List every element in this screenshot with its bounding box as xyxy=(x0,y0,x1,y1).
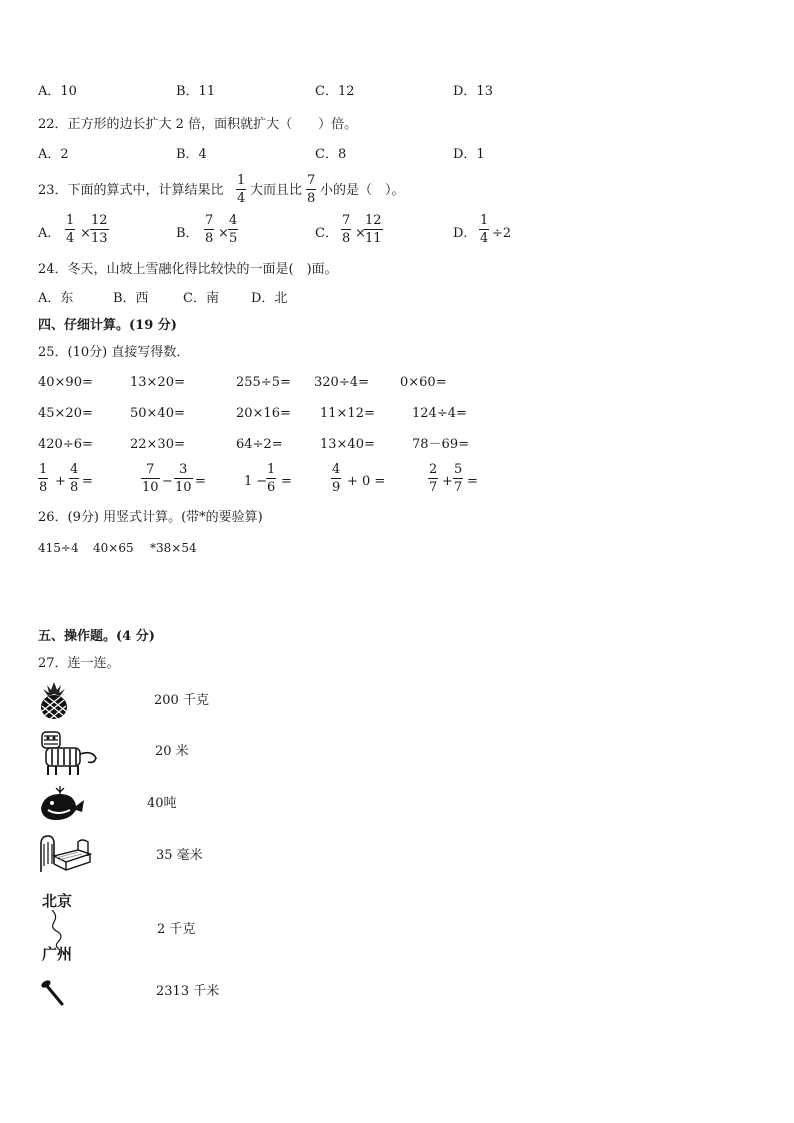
q27-answer-2: 20 米 xyxy=(155,744,189,759)
q23-option-b-fraction-1: 7 8 xyxy=(205,213,214,246)
q25-title: 25．(10分) 直接写得数． xyxy=(38,345,190,360)
q24-option-b: B．西 xyxy=(113,291,149,306)
nail-icon xyxy=(40,978,66,1006)
q22-option-d: D．1 xyxy=(453,147,485,162)
q23-option-c-fraction-1: 7 8 xyxy=(342,213,351,246)
q22-question: 22．正方形的边长扩大 2 倍，面积就扩大（ ）倍。 xyxy=(38,117,358,132)
q23-option-d-label: D． xyxy=(453,226,477,241)
q25-r2-c4: 11×12= xyxy=(320,406,375,421)
q25-r3-c3: 64÷2= xyxy=(236,437,283,452)
q25-r2-c3: 20×16= xyxy=(236,406,291,421)
q26-title: 26．(9分) 用竖式计算。(带*的要验算) xyxy=(38,510,263,525)
map-label-guangzhou: 广州 xyxy=(42,945,73,963)
q25-f5-frac-b: 5 7 xyxy=(454,462,463,495)
q23-option-c-operator: × xyxy=(355,226,366,241)
q25-r2-c2: 50×40= xyxy=(130,406,185,421)
q25-r1-c3: 255÷5= xyxy=(236,375,291,390)
tiger-icon xyxy=(38,728,100,778)
section-5-heading: 五、操作题。(4 分) xyxy=(38,629,155,644)
q25-f2-frac-a: 7 10 xyxy=(142,462,159,495)
q26-item-1: 415÷4 xyxy=(38,541,79,555)
q23-option-c-fraction-2: 12 11 xyxy=(365,213,382,246)
q25-f5-eq: = xyxy=(467,474,478,489)
q25-f5-op: + xyxy=(442,474,453,489)
q24-option-d: D．北 xyxy=(251,291,288,306)
q21-option-b: B．11 xyxy=(176,84,216,99)
map-label-beijing: 北京 xyxy=(42,892,73,910)
pineapple-icon xyxy=(36,680,72,720)
q23-suffix: 小的是（ ）。 xyxy=(320,183,405,198)
q27-answer-3: 40吨 xyxy=(147,796,177,811)
bed-icon xyxy=(38,830,92,874)
q25-f2-frac-b: 3 10 xyxy=(175,462,192,495)
section-4-heading: 四、仔细计算。(19 分) xyxy=(38,318,177,333)
q25-f1-frac-b: 4 8 xyxy=(70,462,79,495)
q24-question: 24．冬天，山坡上雪融化得比较快的一面是( )面。 xyxy=(38,262,338,277)
q21-option-a: A．10 xyxy=(38,84,77,99)
q27-answer-4: 35 毫米 xyxy=(156,848,203,863)
q25-r1-c4: 320÷4= xyxy=(314,375,369,390)
q25-f1-frac-a: 1 8 xyxy=(39,462,48,495)
q25-f5-frac-a: 2 7 xyxy=(429,462,438,495)
q27-title: 27．连一连。 xyxy=(38,656,120,671)
q25-r2-c1: 45×20= xyxy=(38,406,93,421)
q25-f1-op: + xyxy=(55,474,66,489)
q27-answer-1: 200 千克 xyxy=(154,693,209,708)
q25-f4-op: + 0 = xyxy=(347,474,386,489)
whale-icon xyxy=(38,784,86,824)
q22-option-b: B．4 xyxy=(176,147,207,162)
q22-option-a: A．2 xyxy=(38,147,69,162)
q25-r3-c1: 420÷6= xyxy=(38,437,93,452)
q24-option-c: C．南 xyxy=(183,291,219,306)
q27-answer-6: 2313 千米 xyxy=(156,984,220,999)
q23-prefix: 23．下面的算式中，计算结果比 xyxy=(38,183,224,198)
q25-r2-c5: 124÷4= xyxy=(412,406,467,421)
q25-r1-c2: 13×20= xyxy=(130,375,185,390)
q21-option-d: D．13 xyxy=(453,84,493,99)
q25-r1-c5: 0×60= xyxy=(400,375,447,390)
q23-fraction-low: 1 4 xyxy=(237,173,246,206)
q24-option-a: A．东 xyxy=(38,291,74,306)
q25-f4-frac-a: 4 9 xyxy=(332,462,341,495)
q25-f3-frac-b: 1 6 xyxy=(267,462,276,495)
q23-option-c-label: C． xyxy=(315,226,338,241)
q26-item-2: 40×65 xyxy=(93,541,134,555)
q23-option-a-operator: × xyxy=(80,226,91,241)
q23-option-b-label: B． xyxy=(176,226,199,241)
q25-f2-op: − xyxy=(162,474,173,489)
q23-mid: 大而且比 xyxy=(250,183,303,198)
q23-option-b-fraction-2: 4 5 xyxy=(229,213,238,246)
q22-option-c: C．8 xyxy=(315,147,347,162)
q25-r1-c1: 40×90= xyxy=(38,375,93,390)
q23-option-a-label: A． xyxy=(38,226,61,241)
q21-option-c: C．12 xyxy=(315,84,355,99)
q25-f3-eq: = xyxy=(281,474,292,489)
q26-item-3: *38×54 xyxy=(150,541,197,555)
q23-option-d-tail: ÷2 xyxy=(492,226,512,241)
q25-r3-c4: 13×40= xyxy=(320,437,375,452)
q25-f2-eq: = xyxy=(195,474,206,489)
q23-option-d-fraction: 1 4 xyxy=(480,213,489,246)
q23-fraction-high: 7 8 xyxy=(307,173,316,206)
q25-f1-eq: = xyxy=(82,474,93,489)
q25-f3-pre: 1 − xyxy=(244,474,268,489)
q25-r3-c2: 22×30= xyxy=(130,437,185,452)
map-route-icon xyxy=(48,910,68,950)
q25-r3-c5: 78－69= xyxy=(412,437,469,452)
q23-option-b-operator: × xyxy=(218,226,229,241)
q23-option-a-fraction-2: 12 13 xyxy=(91,213,108,246)
q27-answer-5: 2 千克 xyxy=(157,922,196,937)
q23-option-a-fraction-1: 1 4 xyxy=(66,213,75,246)
